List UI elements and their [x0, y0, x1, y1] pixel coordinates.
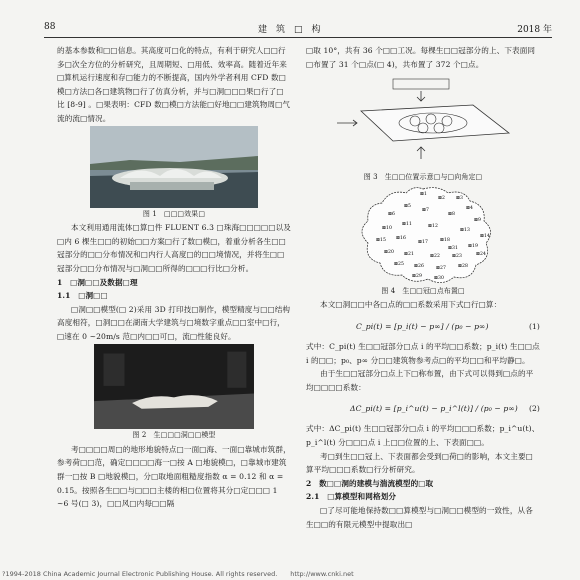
tap-label: ⊠13: [460, 227, 470, 233]
figure-1-render: [90, 126, 258, 208]
equation-1-number: (1): [528, 321, 540, 331]
right-column: [306, 44, 540, 531]
figure-3-caption: 图 3 生□□位置示意□与□向角定□: [363, 173, 483, 182]
paragraph: 式中：C_pi(t) 生□□冠部分□点 i 的平均□□系数；p_i(t) 生□□点 i 的□□；p₀、p∞ 分□□建筑物参考点□的平均□□和平均静□。: [306, 341, 540, 365]
equation-1-body: C_pi(t) = [p_i(t) − p∞] / (p₀ − p∞): [356, 321, 489, 331]
figure-3-diagram: [323, 71, 523, 171]
tap-label: ⊠30: [434, 275, 444, 281]
journal-name: 建 筑 □ 构: [258, 25, 321, 35]
tap-label: ⊠29: [412, 273, 422, 279]
tap-label: ⊠28: [458, 263, 468, 269]
tap-label: ⊠27: [436, 265, 446, 271]
section-heading: 2 数□□洞的建模与湍流模型的□取: [306, 478, 434, 488]
tap-label: ⊠7: [422, 207, 429, 213]
tap-label: ⊠21: [404, 251, 414, 257]
paragraph: 本文利用通用流体□算□件 FLUENT 6.3 □珠海□□□□□以及□内 6 棵生□□的初始□□方案□行了数□模□，着重分析各生□□冠部分的□□分布情况和□内行人高度□的□□境情况，并将生□□冠部分□□分布情况与□洞□□所得的□□□行比□分析。: [57, 223, 291, 273]
tap-label: ⊠19: [468, 243, 478, 249]
section-heading: 1 □洞□□及数据□理: [57, 277, 138, 287]
subsection-heading: 1.1 □洞□□: [57, 291, 108, 301]
figure-4-diagram: [348, 185, 498, 285]
figure-4-caption: 图 4 生□□冠□点布置□: [381, 286, 465, 295]
tap-label: ⊠2: [438, 195, 445, 201]
header-rule: [44, 37, 552, 38]
equation-1: [306, 312, 540, 340]
tap-label: ⊠24: [476, 251, 486, 257]
tap-label: ⊠10: [382, 225, 392, 231]
copyright-footer: ?1994-2018 China Academic Journal Electronic Publishing House. All rights reserved. http://www.cnki.net: [2, 570, 354, 578]
tap-label: ⊠9: [474, 217, 481, 223]
paragraph: □洞□□模型(□ 2)采用 3D 打印技□制作，模型精度与□□结构高度相符，□洞□□在湖南大学建筑与□境数字重点□□室中□行，□速在 0 ~20m/s 范□内□□可□，流□性能良好。: [57, 304, 291, 341]
page-number: 88: [44, 22, 56, 32]
tap-label: ⊠3: [456, 195, 463, 201]
tap-label: ⊠8: [448, 211, 455, 217]
tap-label: ⊠26: [414, 263, 424, 269]
tap-label: ⊠16: [396, 235, 406, 241]
equation-2-body: ΔC_pi(t) = [p_i^u(t) − p_i^l(t)] / (p₀ − p∞): [350, 404, 518, 414]
paragraph: □了尽可能地保持数□□算模型与□洞□□模型的一致性，从各生□□的有限元模型中提取出□: [306, 505, 533, 529]
tap-label: ⊠5: [404, 203, 411, 209]
tap-label: ⊠11: [402, 221, 412, 227]
figure-2-caption: 图 2 生□□□洞□□模型: [132, 431, 216, 440]
paragraph: 本文□洞□□中各□点的□□系数采用下式□行□算：: [320, 300, 502, 310]
paragraph: 的基本参数和□□信息。其高度可□化的特点，有利于研究人□□行多□次全方位的分析研究，且周期短、□用低、效率高。随着近年来□算机运行速度和存□能力的不断提高，国内外学者利用 CFD 数□模□方法□各□建筑物□行了仿真分析，并与□洞□□□果□行了□比 [8-9] 。□果表明：CFD 数□模□方法能□好地□□建筑物周□气流的流□情况。: [57, 46, 291, 123]
tap-label: ⊠22: [430, 253, 440, 259]
paragraph: □取 10°，共有 36 个□□工况。每棵生□□冠部分的上、下表面同□布置了 31 个□点(□ 4)，共布置了 372 个□点。: [306, 46, 536, 69]
paragraph: 考□□□□周□的地形地貌特点□一面□海、一面□靠城市筑群，参考荷□□范，确定□□□□海一□按 A □地貌模□，□靠城市建筑群一□按 B □地貌模□，分□取地面粗糙度指数 α = 0.12 和 α = 0.15。按照各生□□与□□□主楼的相□位置将其分□定□□□ 1 ~6 号(□ 3)，□□风□内每□□隔: [57, 444, 291, 509]
figure-1-caption: 图 1 □□□效果□: [142, 209, 206, 218]
tap-label: ⊠1: [420, 191, 427, 197]
tap-label: ⊠17: [418, 239, 428, 245]
tap-label: ⊠23: [452, 253, 462, 259]
equation-2: [306, 394, 540, 422]
year: 2018 年: [517, 25, 552, 35]
tap-label: ⊠15: [376, 237, 386, 243]
tap-label: ⊠31: [448, 245, 458, 251]
tap-label: ⊠12: [428, 223, 438, 229]
tap-label: ⊠6: [388, 211, 395, 217]
tap-label: ⊠18: [440, 237, 450, 243]
figure-2-photo: [94, 344, 254, 430]
equation-2-number: (2): [528, 404, 540, 414]
tap-label: ⊠20: [384, 249, 394, 255]
paragraph: 由于生□□冠部分□点上下□称布置，由下式可以得到□点的平均□□□□系数：: [306, 369, 534, 392]
tap-label: ⊠14: [480, 233, 490, 239]
left-column: [57, 44, 291, 511]
tap-label: ⊠4: [466, 205, 473, 211]
subsection-heading: 2.1 □算模型和网格划分: [306, 492, 397, 502]
running-header: [44, 22, 552, 36]
paragraph: 考□到生□□冠上、下表面都会受到□荷□的影响，本文主要□算平均□□□系数□行分析研究。: [306, 451, 533, 475]
tap-label: ⊠25: [394, 261, 404, 267]
paragraph: 式中：ΔC_pi(t) 生□□冠部分□点 i 的平均□□□系数；p_i^u(t)、p_i^l(t) 分□□□点 i 上□□位置的上、下表面□□。: [306, 424, 540, 447]
